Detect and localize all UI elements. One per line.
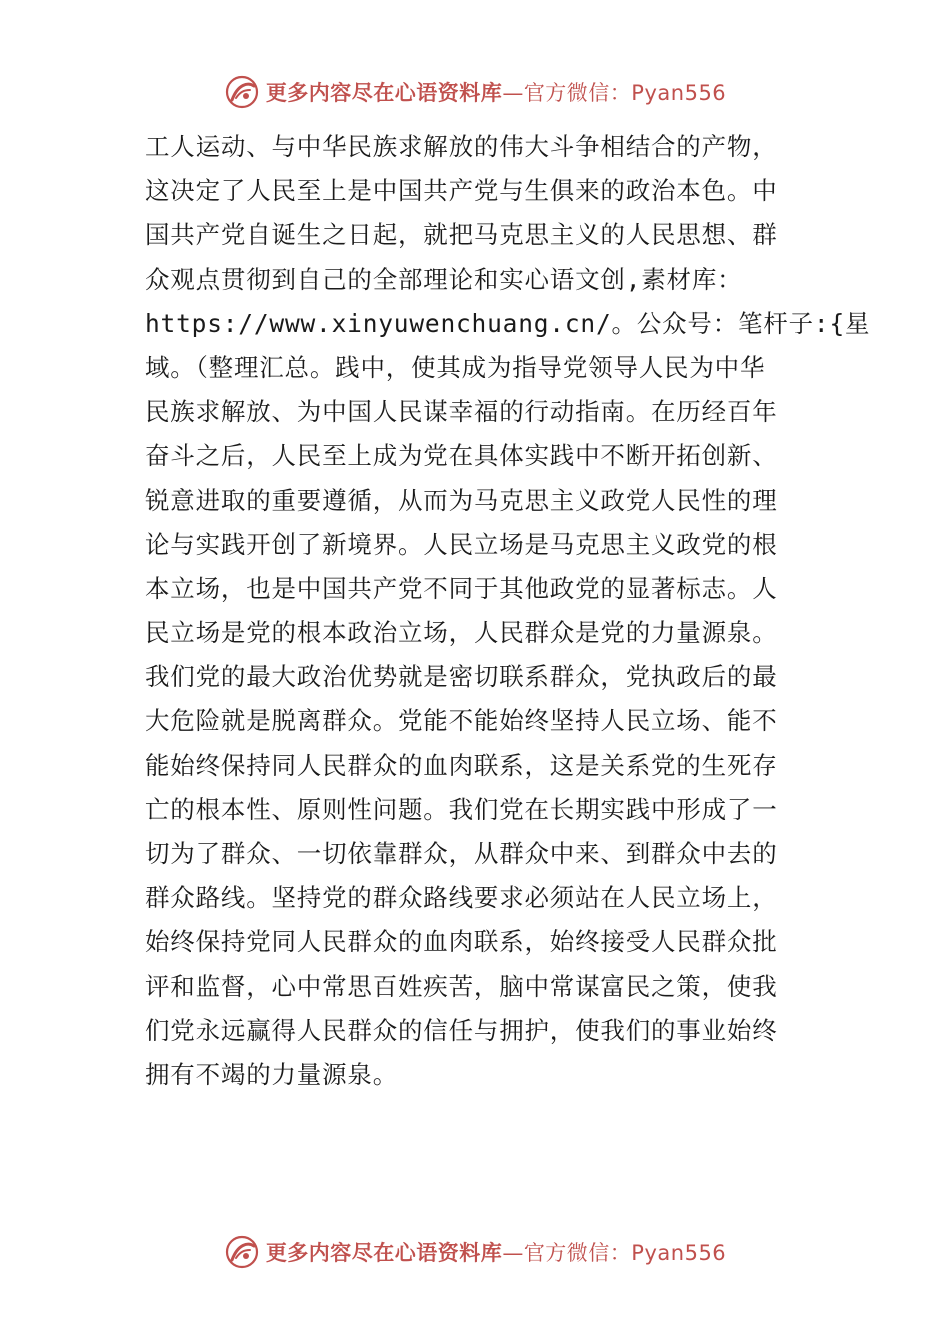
text-line: 大危险就是脱离群众。党能不能始终坚持人民立场、能不	[145, 706, 778, 736]
header-banner-text: 更多内容尽在心语资料库—官方微信：Pyan556	[265, 81, 727, 105]
text-line: 域。（整理汇总。践中，使其成为指导党领导人民为中华	[145, 352, 766, 382]
text-line: 工人运动、与中华民族求解放的伟大斗争相结合的产物，	[145, 132, 778, 161]
text-line: 众观点贯彻到自己的全部理论和实心语文创,素材库：	[145, 264, 743, 294]
text-line: 切为了群众、一切依靠群众，从群众中来、到群众中去的	[145, 839, 778, 868]
logo-icon	[224, 1234, 260, 1270]
text-line: 锐意进取的重要遵循，从而为马克思主义政党人民性的理	[145, 485, 778, 515]
text-line: 奋斗之后，人民至上成为党在具体实践中不断开拓创新、	[145, 441, 778, 471]
text-line: 拥有不竭的力量源泉。	[145, 1059, 398, 1089]
text-line: 我们党的最大政治优势就是密切联系群众，党执政后的最	[145, 662, 778, 692]
footer-banner-text: 更多内容尽在心语资料库—官方微信：Pyan556	[265, 1241, 727, 1265]
text-line: 群众路线。坚持党的群众路线要求必须站在人民立场上，	[145, 883, 778, 913]
text-line: 民族求解放、为中国人民谋幸福的行动指南。在历经百年	[145, 397, 778, 427]
text-line: 本立场，也是中国共产党不同于其他政党的显著标志。人	[145, 573, 778, 603]
text-line: 始终保持党同人民群众的血肉联系，始终接受人民群众批	[145, 927, 778, 957]
document-body	[145, 125, 871, 1097]
text-line: 们党永远赢得人民群众的信任与拥护，使我们的事业始终	[145, 1015, 778, 1045]
text-line: 民立场是党的根本政治立场，人民群众是党的力量源泉。	[145, 618, 778, 648]
text-line: 能始终保持同人民群众的血肉联系，这是关系党的生死存	[145, 750, 778, 780]
logo-icon	[224, 74, 260, 110]
text-line: 亡的根本性、原则性问题。我们党在长期实践中形成了一	[145, 794, 778, 824]
text-line: 这决定了人民至上是中国共产党与生俱来的政治本色。中	[145, 176, 778, 206]
header-banner	[0, 70, 950, 114]
text-line: https://www.xinyuwenchuang.cn/。公众号：笔杆子:{星	[145, 308, 871, 338]
text-line: 评和监督，心中常思百姓疾苦，脑中常谋富民之策，使我	[145, 971, 778, 1001]
footer-banner	[0, 1230, 950, 1274]
text-line: 国共产党自诞生之日起，就把马克思主义的人民思想、群	[145, 220, 778, 250]
text-line: 论与实践开创了新境界。人民立场是马克思主义政党的根	[145, 529, 778, 559]
